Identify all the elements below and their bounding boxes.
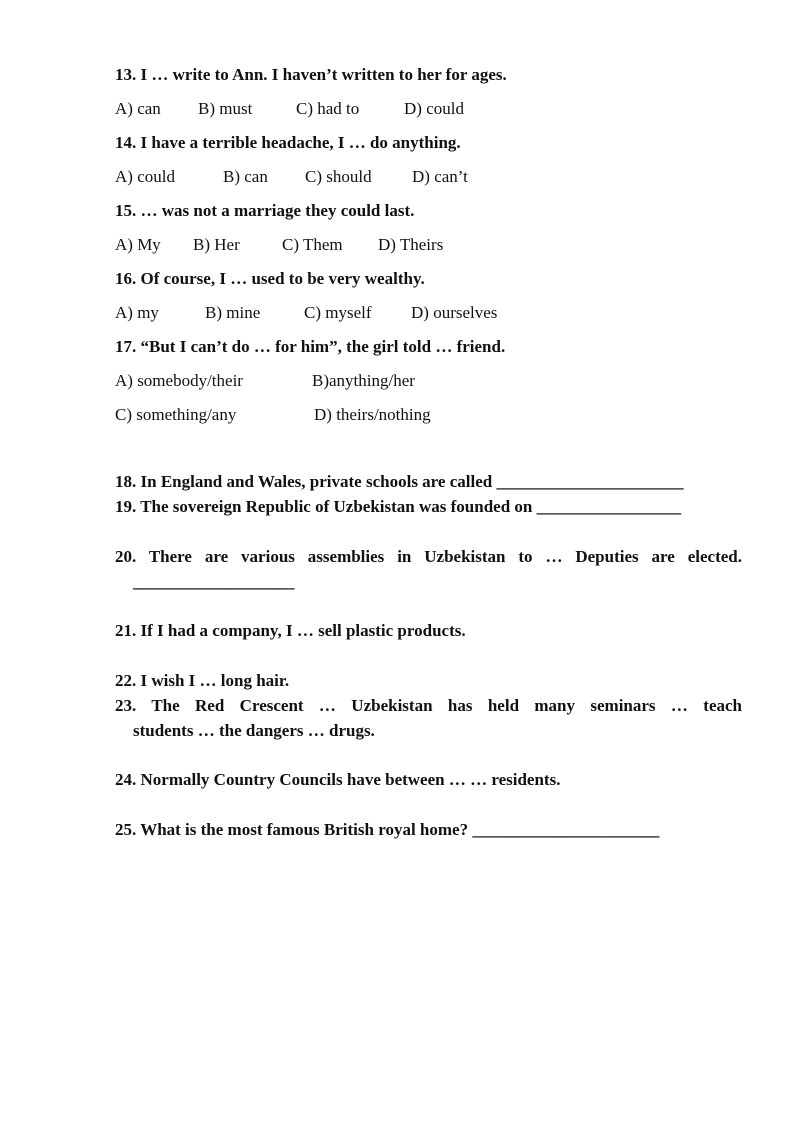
option-a: A) somebody/their [115,371,243,390]
option-b: B) mine [205,303,261,322]
question-13: 13. I … write to Ann. I haven’t written to her for ages. [115,65,507,84]
option-a: A) My [115,235,161,254]
question-25: 25. What is the most famous British royal home? ______________________ [115,820,660,839]
option-b: B) Her [193,235,240,254]
option-c: C) something/any [115,405,237,424]
question-24: 24. Normally Country Councils have between … … residents. [115,770,561,789]
question-20: 20. There are various assemblies in Uzbekistan to … Deputies are elected. [115,547,742,566]
option-d: D) Theirs [378,235,444,254]
option-b: B)anything/her [312,371,415,390]
question-14: 14. I have a terrible headache, I … do anything. [115,133,461,152]
question-16: 16. Of course, I … used to be very wealthy. [115,269,425,288]
question-22: 22. I wish I … long hair. [115,671,290,690]
option-b: B) can [223,167,268,186]
question-20-answer-blank: ___________________ [133,572,295,591]
option-b: B) must [198,99,253,118]
option-a: A) my [115,303,159,322]
question-15: 15. … was not a marriage they could last. [115,201,415,220]
option-c: C) should [305,167,372,186]
option-c: C) had to [296,99,360,118]
question-18: 18. In England and Wales, private schools are called ______________________ [115,472,684,491]
question-19: 19. The sovereign Republic of Uzbekistan was founded on _________________ [115,497,682,516]
option-d: D) theirs/nothing [314,405,431,424]
option-d: D) could [404,99,464,118]
option-d: D) ourselves [411,303,498,322]
option-a: A) could [115,167,175,186]
question-17: 17. “But I can’t do … for him”, the girl told … friend. [115,337,506,356]
option-d: D) can’t [412,167,468,186]
option-a: A) can [115,99,161,118]
option-c: C) myself [304,303,372,322]
question-21: 21. If I had a company, I … sell plastic products. [115,621,466,640]
question-23-continuation: students … the dangers … drugs. [133,721,375,740]
question-23: 23. The Red Crescent … Uzbekistan has held many seminars … teach [115,696,742,715]
option-c: C) Them [282,235,343,254]
